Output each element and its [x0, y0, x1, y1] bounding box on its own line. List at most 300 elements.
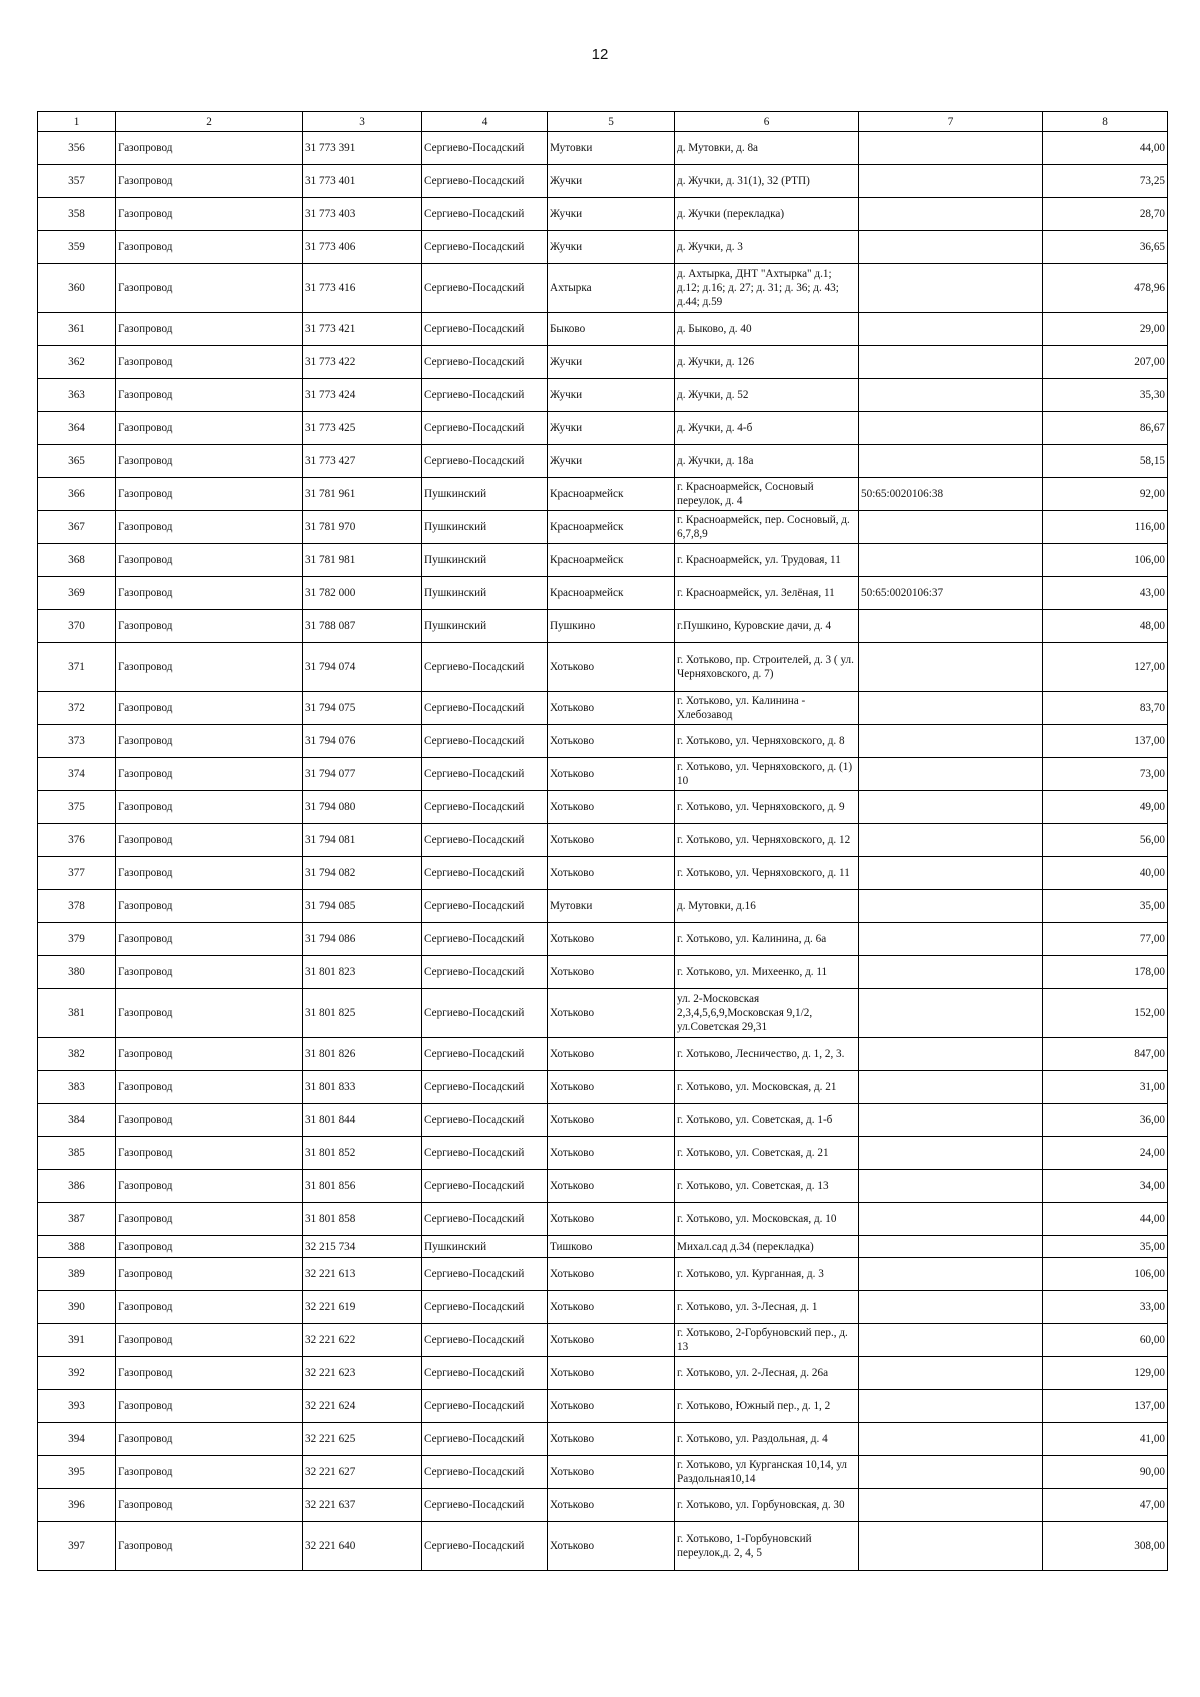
cell-cadastral-number	[859, 1104, 1043, 1137]
cell-cadastral-number	[859, 923, 1043, 956]
cell-cadastral-number	[859, 1522, 1043, 1571]
cell-object-type: Газопровод	[116, 824, 303, 857]
cell-address: г. Хотьково, ул. 3-Лесная, д. 1	[675, 1291, 859, 1324]
cell-inventory-number: 31 773 424	[303, 379, 422, 412]
cell-object-type: Газопровод	[116, 511, 303, 544]
cell-object-type: Газопровод	[116, 478, 303, 511]
cell-settlement: Красноармейск	[548, 577, 675, 610]
cell-object-type: Газопровод	[116, 1137, 303, 1170]
cell-settlement: Хотьково	[548, 692, 675, 725]
column-header-6: 6	[675, 112, 859, 132]
cell-address: д. Жучки, д. 52	[675, 379, 859, 412]
cell-row-number: 393	[38, 1390, 116, 1423]
cell-cadastral-number	[859, 824, 1043, 857]
cell-object-type: Газопровод	[116, 692, 303, 725]
cell-cadastral-number	[859, 511, 1043, 544]
column-header-8: 8	[1043, 112, 1168, 132]
cell-settlement: Хотьково	[548, 1104, 675, 1137]
cell-settlement: Хотьково	[548, 758, 675, 791]
cell-row-number: 381	[38, 989, 116, 1038]
cell-length-value: 36,00	[1043, 1104, 1168, 1137]
cell-district: Сергиево-Посадский	[422, 1104, 548, 1137]
cell-inventory-number: 32 221 613	[303, 1258, 422, 1291]
table-row	[38, 1324, 1168, 1357]
cell-row-number: 385	[38, 1137, 116, 1170]
cell-object-type: Газопровод	[116, 198, 303, 231]
cell-inventory-number: 32 221 637	[303, 1489, 422, 1522]
cell-cadastral-number	[859, 1137, 1043, 1170]
cell-address: г. Хотьково, 1-Горбуновский переулок,д. 2, 4, 5	[675, 1522, 859, 1571]
cell-inventory-number: 31 794 085	[303, 890, 422, 923]
table-row	[38, 610, 1168, 643]
cell-address: ул. 2-Московская 2,3,4,5,6,9,Московская 9,1/2, ул.Советская 29,31	[675, 989, 859, 1038]
cell-length-value: 116,00	[1043, 511, 1168, 544]
cell-length-value: 44,00	[1043, 132, 1168, 165]
cell-row-number: 396	[38, 1489, 116, 1522]
cell-cadastral-number	[859, 264, 1043, 313]
cell-address: г. Красноармейск, пер. Сосновый, д. 6,7,8,9	[675, 511, 859, 544]
cell-inventory-number: 31 782 000	[303, 577, 422, 610]
cell-object-type: Газопровод	[116, 923, 303, 956]
table-row	[38, 1456, 1168, 1489]
cell-settlement: Жучки	[548, 231, 675, 264]
cell-length-value: 137,00	[1043, 1390, 1168, 1423]
cell-length-value: 31,00	[1043, 1071, 1168, 1104]
cell-row-number: 377	[38, 857, 116, 890]
cell-inventory-number: 32 221 623	[303, 1357, 422, 1390]
cell-settlement: Хотьково	[548, 1170, 675, 1203]
cell-cadastral-number	[859, 1170, 1043, 1203]
cell-object-type: Газопровод	[116, 791, 303, 824]
cell-length-value: 207,00	[1043, 346, 1168, 379]
cell-inventory-number: 31 773 422	[303, 346, 422, 379]
page-number: 12	[591, 46, 609, 63]
cell-address: д. Мутовки, д. 8а	[675, 132, 859, 165]
cell-row-number: 363	[38, 379, 116, 412]
cell-cadastral-number	[859, 956, 1043, 989]
cell-cadastral-number	[859, 1038, 1043, 1071]
cell-length-value: 34,00	[1043, 1170, 1168, 1203]
cell-settlement: Хотьково	[548, 1390, 675, 1423]
table-row	[38, 412, 1168, 445]
table-row	[38, 1390, 1168, 1423]
cell-inventory-number: 31 773 403	[303, 198, 422, 231]
cell-object-type: Газопровод	[116, 313, 303, 346]
cell-row-number: 373	[38, 725, 116, 758]
table-row	[38, 577, 1168, 610]
cell-district: Пушкинский	[422, 478, 548, 511]
cell-settlement: Хотьково	[548, 1357, 675, 1390]
cell-length-value: 90,00	[1043, 1456, 1168, 1489]
cell-address: г.Пушкино, Куровские дачи, д. 4	[675, 610, 859, 643]
cell-cadastral-number	[859, 610, 1043, 643]
cell-object-type: Газопровод	[116, 1104, 303, 1137]
table-row	[38, 725, 1168, 758]
cell-settlement: Ахтырка	[548, 264, 675, 313]
cell-inventory-number: 31 794 077	[303, 758, 422, 791]
cell-district: Сергиево-Посадский	[422, 956, 548, 989]
cell-district: Сергиево-Посадский	[422, 1291, 548, 1324]
table-row	[38, 478, 1168, 511]
cell-cadastral-number	[859, 1489, 1043, 1522]
cell-length-value: 44,00	[1043, 1203, 1168, 1236]
cell-settlement: Красноармейск	[548, 478, 675, 511]
cell-length-value: 478,96	[1043, 264, 1168, 313]
cell-address: д. Мутовки, д.16	[675, 890, 859, 923]
cell-settlement: Хотьково	[548, 857, 675, 890]
cell-district: Сергиево-Посадский	[422, 313, 548, 346]
registry-table	[37, 111, 1168, 1571]
cell-inventory-number: 31 794 082	[303, 857, 422, 890]
table-row	[38, 1071, 1168, 1104]
cell-cadastral-number: 50:65:0020106:38	[859, 478, 1043, 511]
cell-district: Сергиево-Посадский	[422, 198, 548, 231]
cell-row-number: 378	[38, 890, 116, 923]
cell-object-type: Газопровод	[116, 544, 303, 577]
cell-object-type: Газопровод	[116, 379, 303, 412]
cell-length-value: 33,00	[1043, 1291, 1168, 1324]
cell-cadastral-number	[859, 313, 1043, 346]
cell-settlement: Тишково	[548, 1236, 675, 1258]
cell-settlement: Красноармейск	[548, 511, 675, 544]
cell-district: Сергиево-Посадский	[422, 692, 548, 725]
table-row	[38, 231, 1168, 264]
cell-cadastral-number	[859, 412, 1043, 445]
table-row	[38, 758, 1168, 791]
table-row	[38, 1291, 1168, 1324]
cell-inventory-number: 31 794 075	[303, 692, 422, 725]
table-row	[38, 379, 1168, 412]
table-row	[38, 1038, 1168, 1071]
cell-district: Сергиево-Посадский	[422, 1203, 548, 1236]
cell-settlement: Жучки	[548, 346, 675, 379]
cell-address: г. Хотьково, пр. Строителей, д. 3 ( ул. Черняховского, д. 7)	[675, 643, 859, 692]
cell-cadastral-number	[859, 989, 1043, 1038]
cell-length-value: 92,00	[1043, 478, 1168, 511]
cell-settlement: Хотьково	[548, 643, 675, 692]
cell-district: Сергиево-Посадский	[422, 132, 548, 165]
cell-object-type: Газопровод	[116, 1324, 303, 1357]
cell-address: г. Хотьково, ул. Черняховского, д. 12	[675, 824, 859, 857]
cell-address: г. Хотьково, ул Курганская 10,14, ул Раздольная10,14	[675, 1456, 859, 1489]
cell-district: Сергиево-Посадский	[422, 165, 548, 198]
cell-object-type: Газопровод	[116, 1236, 303, 1258]
cell-settlement: Хотьково	[548, 1324, 675, 1357]
cell-inventory-number: 31 801 833	[303, 1071, 422, 1104]
cell-cadastral-number	[859, 1390, 1043, 1423]
cell-address: г. Хотьково, ул. Черняховского, д. 11	[675, 857, 859, 890]
cell-length-value: 83,70	[1043, 692, 1168, 725]
cell-cadastral-number	[859, 1324, 1043, 1357]
cell-inventory-number: 31 801 825	[303, 989, 422, 1038]
cell-address: г. Хотьково, ул. Советская, д. 21	[675, 1137, 859, 1170]
cell-row-number: 395	[38, 1456, 116, 1489]
cell-address: д. Жучки (перекладка)	[675, 198, 859, 231]
cell-row-number: 375	[38, 791, 116, 824]
cell-address: г. Хотьково, ул. Черняховского, д. (1) 10	[675, 758, 859, 791]
cell-cadastral-number	[859, 132, 1043, 165]
cell-district: Сергиево-Посадский	[422, 857, 548, 890]
cell-inventory-number: 31 801 823	[303, 956, 422, 989]
cell-address: д. Жучки, д. 4-б	[675, 412, 859, 445]
cell-object-type: Газопровод	[116, 132, 303, 165]
cell-inventory-number: 32 221 627	[303, 1456, 422, 1489]
column-header-4: 4	[422, 112, 548, 132]
cell-inventory-number: 31 781 981	[303, 544, 422, 577]
cell-row-number: 384	[38, 1104, 116, 1137]
cell-length-value: 58,15	[1043, 445, 1168, 478]
cell-object-type: Газопровод	[116, 1258, 303, 1291]
cell-length-value: 35,00	[1043, 890, 1168, 923]
cell-district: Сергиево-Посадский	[422, 1390, 548, 1423]
table-row	[38, 890, 1168, 923]
cell-district: Сергиево-Посадский	[422, 1522, 548, 1571]
table-row	[38, 445, 1168, 478]
cell-district: Пушкинский	[422, 577, 548, 610]
cell-object-type: Газопровод	[116, 610, 303, 643]
cell-settlement: Хотьково	[548, 1522, 675, 1571]
cell-address: д. Жучки, д. 3	[675, 231, 859, 264]
cell-row-number: 359	[38, 231, 116, 264]
cell-inventory-number: 31 773 416	[303, 264, 422, 313]
cell-settlement: Жучки	[548, 379, 675, 412]
cell-row-number: 372	[38, 692, 116, 725]
table-row	[38, 1170, 1168, 1203]
cell-district: Сергиево-Посадский	[422, 1038, 548, 1071]
cell-district: Сергиево-Посадский	[422, 890, 548, 923]
cell-district: Сергиево-Посадский	[422, 231, 548, 264]
table-row	[38, 923, 1168, 956]
cell-settlement: Хотьково	[548, 956, 675, 989]
cell-settlement: Хотьково	[548, 725, 675, 758]
cell-district: Пушкинский	[422, 511, 548, 544]
cell-inventory-number: 31 794 086	[303, 923, 422, 956]
cell-address: г. Хотьково, ул. Калинина - Хлебозавод	[675, 692, 859, 725]
table-row	[38, 824, 1168, 857]
cell-inventory-number: 31 773 425	[303, 412, 422, 445]
cell-row-number: 397	[38, 1522, 116, 1571]
cell-length-value: 48,00	[1043, 610, 1168, 643]
cell-address: г. Хотьково, 2-Горбуновский пер., д. 13	[675, 1324, 859, 1357]
cell-district: Сергиево-Посадский	[422, 412, 548, 445]
cell-length-value: 40,00	[1043, 857, 1168, 890]
cell-cadastral-number	[859, 346, 1043, 379]
cell-row-number: 357	[38, 165, 116, 198]
cell-inventory-number: 31 773 406	[303, 231, 422, 264]
cell-settlement: Хотьково	[548, 1258, 675, 1291]
cell-address: г. Хотьково, Лесничество, д. 1, 2, 3.	[675, 1038, 859, 1071]
cell-inventory-number: 31 781 970	[303, 511, 422, 544]
cell-settlement: Хотьково	[548, 824, 675, 857]
table-row	[38, 1203, 1168, 1236]
cell-cadastral-number	[859, 857, 1043, 890]
cell-inventory-number: 32 221 640	[303, 1522, 422, 1571]
cell-address: г. Хотьково, ул. Калинина, д. 6а	[675, 923, 859, 956]
cell-object-type: Газопровод	[116, 1522, 303, 1571]
cell-settlement: Жучки	[548, 412, 675, 445]
cell-settlement: Хотьково	[548, 1137, 675, 1170]
cell-object-type: Газопровод	[116, 412, 303, 445]
table-row	[38, 544, 1168, 577]
cell-row-number: 369	[38, 577, 116, 610]
cell-cadastral-number	[859, 1236, 1043, 1258]
cell-length-value: 86,67	[1043, 412, 1168, 445]
cell-settlement: Жучки	[548, 165, 675, 198]
table-body	[38, 132, 1168, 1571]
cell-length-value: 73,25	[1043, 165, 1168, 198]
cell-length-value: 35,00	[1043, 1236, 1168, 1258]
cell-address: д. Жучки, д. 126	[675, 346, 859, 379]
cell-row-number: 391	[38, 1324, 116, 1357]
cell-row-number: 356	[38, 132, 116, 165]
cell-address: г. Хотьково, ул. Раздольная, д. 4	[675, 1423, 859, 1456]
cell-address: д. Жучки, д. 31(1), 32 (РТП)	[675, 165, 859, 198]
cell-cadastral-number	[859, 379, 1043, 412]
cell-length-value: 152,00	[1043, 989, 1168, 1038]
cell-object-type: Газопровод	[116, 758, 303, 791]
cell-address: г. Хотьково, ул. Советская, д. 1-б	[675, 1104, 859, 1137]
cell-inventory-number: 31 801 844	[303, 1104, 422, 1137]
cell-object-type: Газопровод	[116, 445, 303, 478]
cell-object-type: Газопровод	[116, 1291, 303, 1324]
cell-row-number: 392	[38, 1357, 116, 1390]
cell-settlement: Быково	[548, 313, 675, 346]
cell-inventory-number: 31 801 856	[303, 1170, 422, 1203]
cell-address: г. Красноармейск, Сосновый переулок, д. 4	[675, 478, 859, 511]
cell-address: г. Хотьково, ул. Московская, д. 21	[675, 1071, 859, 1104]
cell-address: д. Жучки, д. 18а	[675, 445, 859, 478]
table-row	[38, 1423, 1168, 1456]
cell-district: Пушкинский	[422, 610, 548, 643]
cell-settlement: Мутовки	[548, 890, 675, 923]
cell-cadastral-number	[859, 1291, 1043, 1324]
table-row	[38, 1258, 1168, 1291]
column-header-7: 7	[859, 112, 1043, 132]
cell-settlement: Пушкино	[548, 610, 675, 643]
table-row	[38, 1137, 1168, 1170]
cell-row-number: 389	[38, 1258, 116, 1291]
cell-row-number: 379	[38, 923, 116, 956]
cell-cadastral-number: 50:65:0020106:37	[859, 577, 1043, 610]
table-row	[38, 989, 1168, 1038]
cell-cadastral-number	[859, 198, 1043, 231]
cell-length-value: 847,00	[1043, 1038, 1168, 1071]
cell-district: Сергиево-Посадский	[422, 379, 548, 412]
cell-inventory-number: 32 221 622	[303, 1324, 422, 1357]
cell-district: Сергиево-Посадский	[422, 1170, 548, 1203]
cell-row-number: 368	[38, 544, 116, 577]
cell-cadastral-number	[859, 1357, 1043, 1390]
cell-district: Сергиево-Посадский	[422, 1137, 548, 1170]
cell-row-number: 366	[38, 478, 116, 511]
cell-length-value: 36,65	[1043, 231, 1168, 264]
cell-object-type: Газопровод	[116, 1423, 303, 1456]
cell-settlement: Хотьково	[548, 791, 675, 824]
cell-row-number: 388	[38, 1236, 116, 1258]
cell-district: Сергиево-Посадский	[422, 346, 548, 379]
cell-object-type: Газопровод	[116, 346, 303, 379]
table-row	[38, 313, 1168, 346]
cell-row-number: 386	[38, 1170, 116, 1203]
table-row	[38, 857, 1168, 890]
cell-settlement: Жучки	[548, 445, 675, 478]
cell-length-value: 308,00	[1043, 1522, 1168, 1571]
cell-length-value: 178,00	[1043, 956, 1168, 989]
cell-cadastral-number	[859, 692, 1043, 725]
table-row	[38, 132, 1168, 165]
cell-cadastral-number	[859, 1456, 1043, 1489]
cell-cadastral-number	[859, 1258, 1043, 1291]
cell-inventory-number: 31 773 391	[303, 132, 422, 165]
cell-address: д. Ахтырка, ДНТ "Ахтырка" д.1; д.12; д.16; д. 27; д. 31; д. 36; д. 43; д.44; д.59	[675, 264, 859, 313]
cell-district: Сергиево-Посадский	[422, 1258, 548, 1291]
cell-cadastral-number	[859, 758, 1043, 791]
cell-settlement: Хотьково	[548, 1456, 675, 1489]
cell-inventory-number: 31 788 087	[303, 610, 422, 643]
cell-object-type: Газопровод	[116, 1038, 303, 1071]
cell-row-number: 364	[38, 412, 116, 445]
cell-object-type: Газопровод	[116, 577, 303, 610]
cell-object-type: Газопровод	[116, 1071, 303, 1104]
cell-address: г. Хотьково, ул. Черняховского, д. 8	[675, 725, 859, 758]
cell-address: г. Хотьково, ул. Горбуновская, д. 30	[675, 1489, 859, 1522]
table-row	[38, 346, 1168, 379]
cell-length-value: 24,00	[1043, 1137, 1168, 1170]
table-row	[38, 791, 1168, 824]
cell-address: г. Хотьково, ул. Советская, д. 13	[675, 1170, 859, 1203]
cell-cadastral-number	[859, 1423, 1043, 1456]
column-header-3: 3	[303, 112, 422, 132]
cell-cadastral-number	[859, 445, 1043, 478]
cell-inventory-number: 31 794 074	[303, 643, 422, 692]
cell-row-number: 362	[38, 346, 116, 379]
cell-settlement: Хотьково	[548, 1038, 675, 1071]
cell-address: г. Хотьково, ул. Михеенко, д. 11	[675, 956, 859, 989]
cell-length-value: 127,00	[1043, 643, 1168, 692]
cell-inventory-number: 31 801 826	[303, 1038, 422, 1071]
table-row	[38, 1357, 1168, 1390]
cell-district: Сергиево-Посадский	[422, 791, 548, 824]
header-row	[38, 112, 1168, 132]
cell-district: Сергиево-Посадский	[422, 923, 548, 956]
cell-length-value: 29,00	[1043, 313, 1168, 346]
cell-object-type: Газопровод	[116, 1390, 303, 1423]
cell-cadastral-number	[859, 791, 1043, 824]
cell-inventory-number: 31 794 080	[303, 791, 422, 824]
table-row	[38, 1236, 1168, 1258]
cell-inventory-number: 32 221 624	[303, 1390, 422, 1423]
cell-length-value: 129,00	[1043, 1357, 1168, 1390]
table-row	[38, 511, 1168, 544]
cell-address: г. Хотьково, ул. Московская, д. 10	[675, 1203, 859, 1236]
cell-cadastral-number	[859, 643, 1043, 692]
cell-inventory-number: 31 801 858	[303, 1203, 422, 1236]
cell-district: Сергиево-Посадский	[422, 1423, 548, 1456]
cell-district: Пушкинский	[422, 544, 548, 577]
cell-settlement: Красноармейск	[548, 544, 675, 577]
cell-row-number: 380	[38, 956, 116, 989]
cell-inventory-number: 31 773 401	[303, 165, 422, 198]
table-row	[38, 692, 1168, 725]
cell-inventory-number: 32 215 734	[303, 1236, 422, 1258]
table-row	[38, 643, 1168, 692]
cell-inventory-number: 31 781 961	[303, 478, 422, 511]
cell-district: Сергиево-Посадский	[422, 824, 548, 857]
cell-settlement: Хотьково	[548, 989, 675, 1038]
cell-cadastral-number	[859, 544, 1043, 577]
cell-address: Михал.сад д.34 (перекладка)	[675, 1236, 859, 1258]
cell-district: Сергиево-Посадский	[422, 445, 548, 478]
